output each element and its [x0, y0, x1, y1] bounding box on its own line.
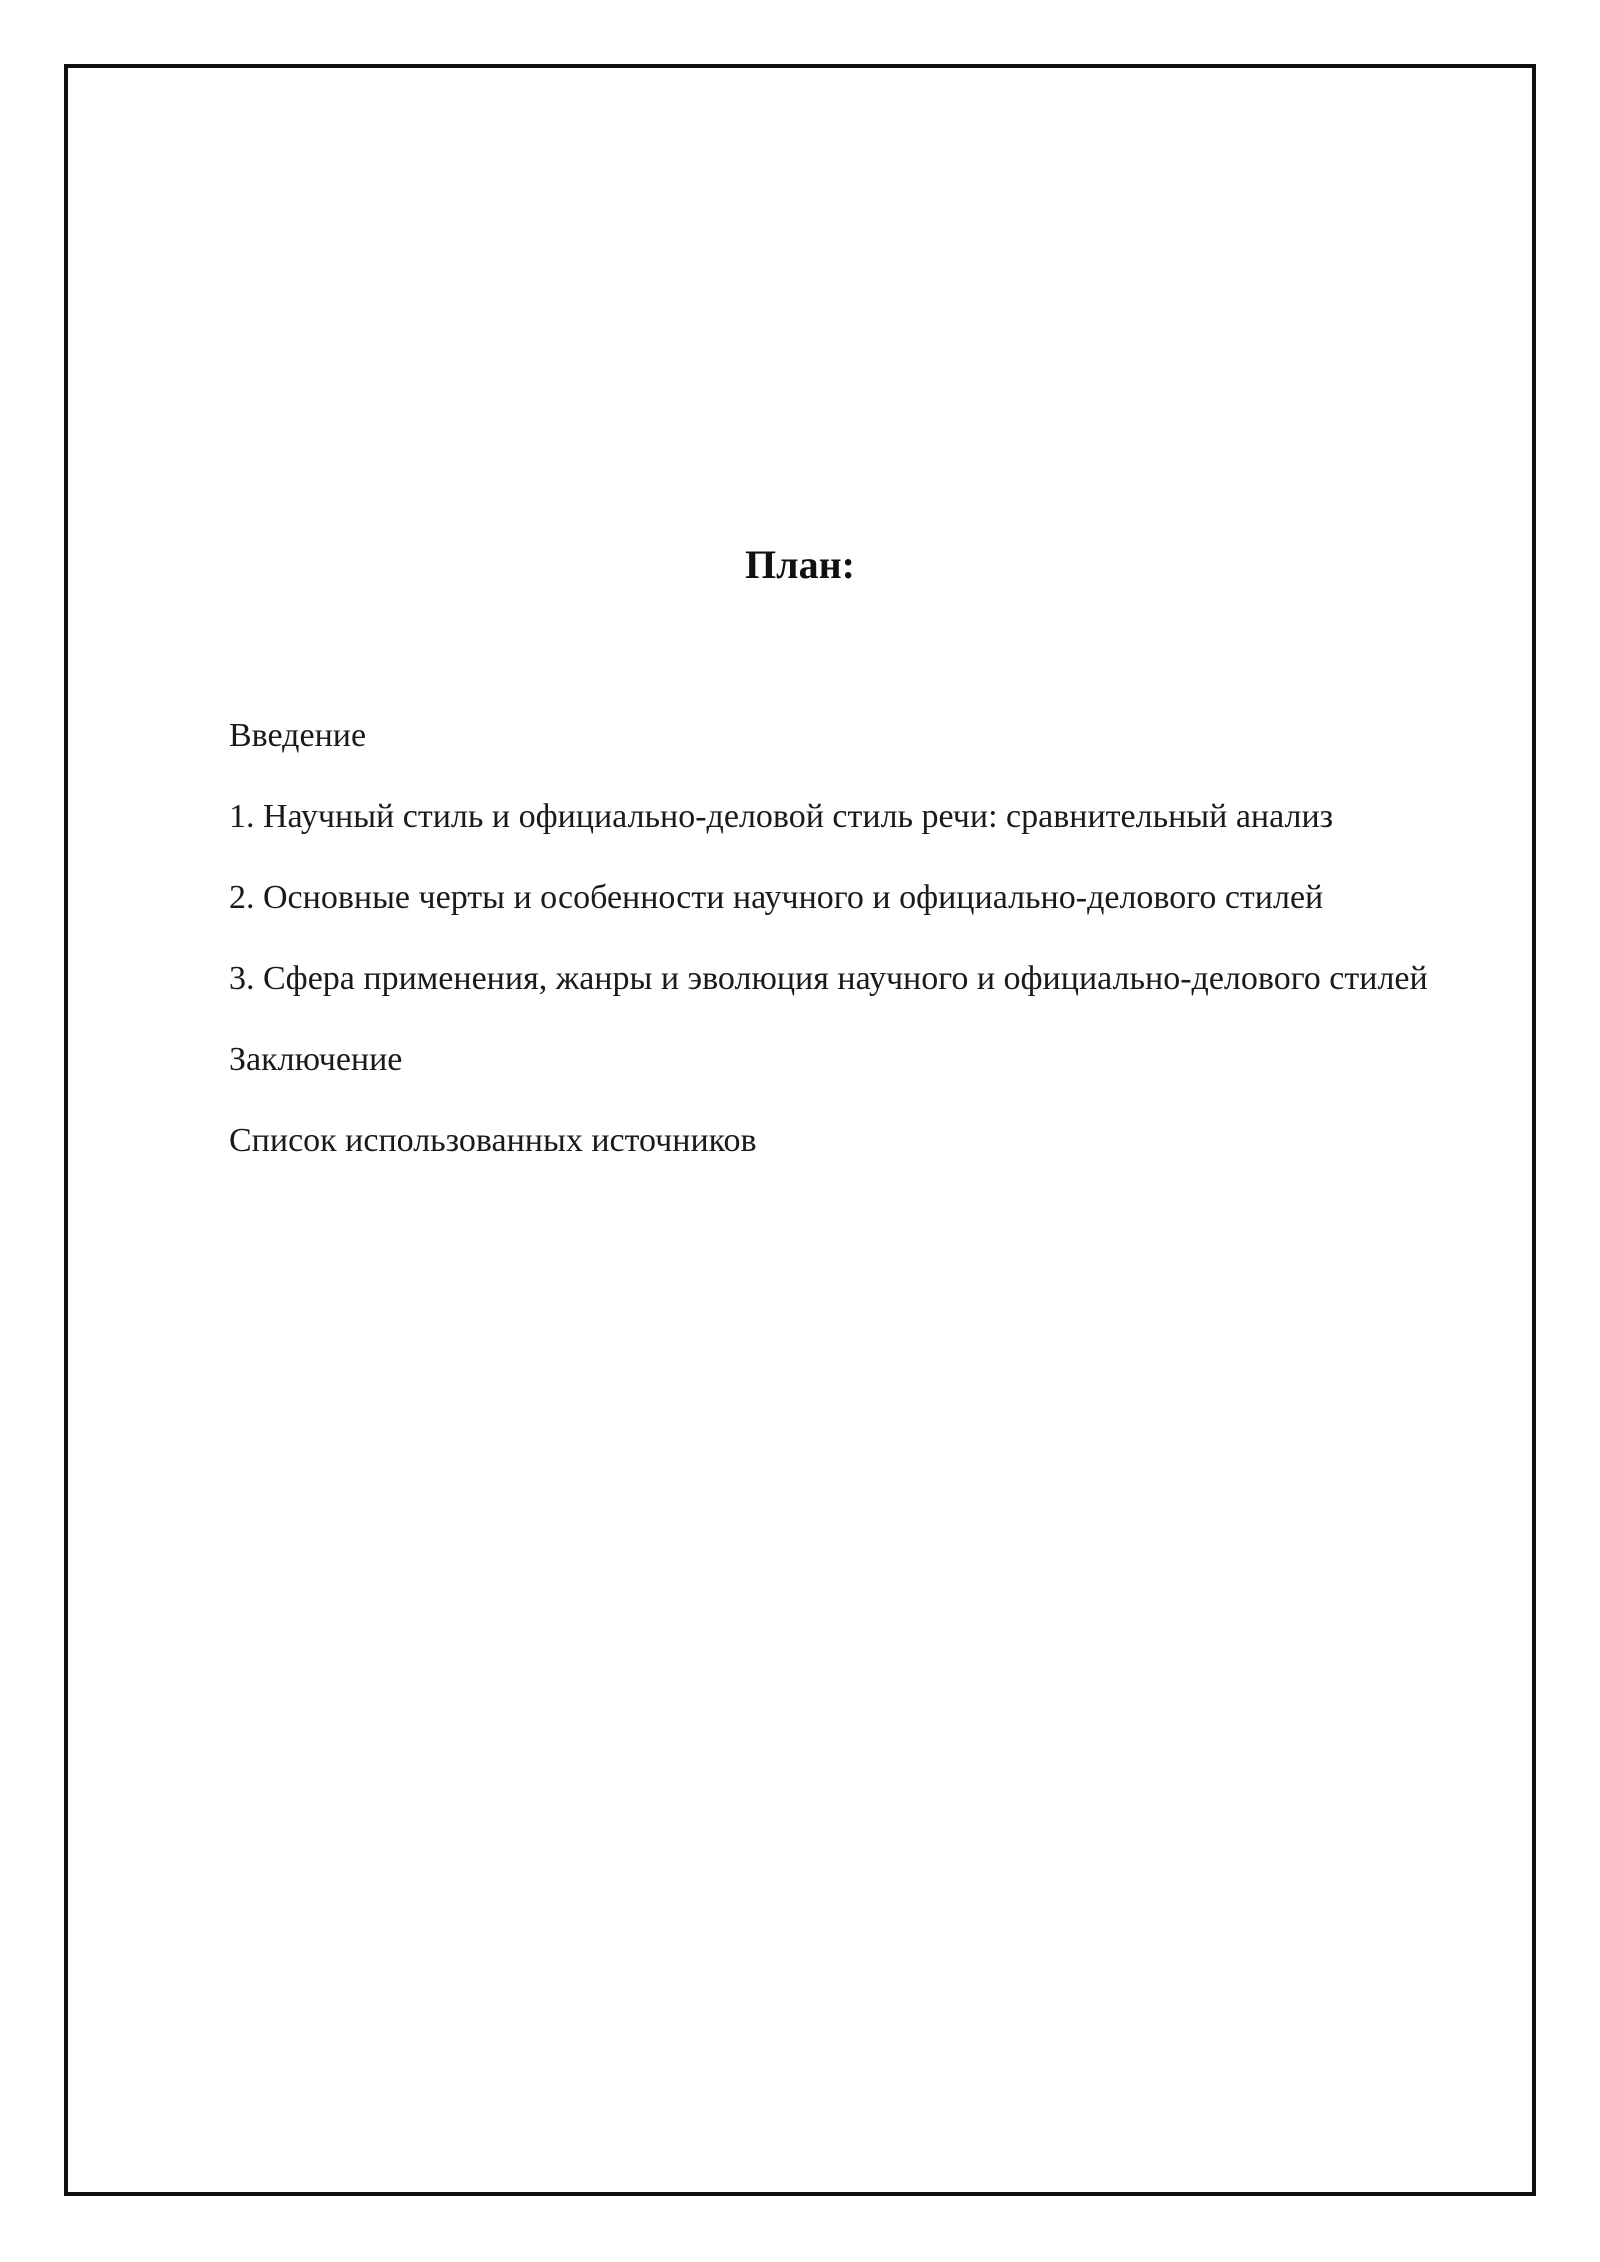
page-title: План:: [745, 542, 855, 587]
plan-item-section-2: 2. Основные черты и особенности научного и официально-делового стилей: [229, 879, 1324, 916]
plan-item-section-3: 3. Сфера применения, жанры и эволюция научного и официально-делового стилей: [229, 960, 1428, 997]
plan-item-references: Список использованных источников: [229, 1122, 757, 1159]
plan-item-introduction: Введение: [229, 717, 367, 754]
plan-list: [229, 703, 1469, 1189]
plan-item-conclusion: Заключение: [229, 1041, 403, 1078]
plan-item-section-1: 1. Научный стиль и официально-деловой стиль речи: сравнительный анализ: [229, 798, 1334, 835]
